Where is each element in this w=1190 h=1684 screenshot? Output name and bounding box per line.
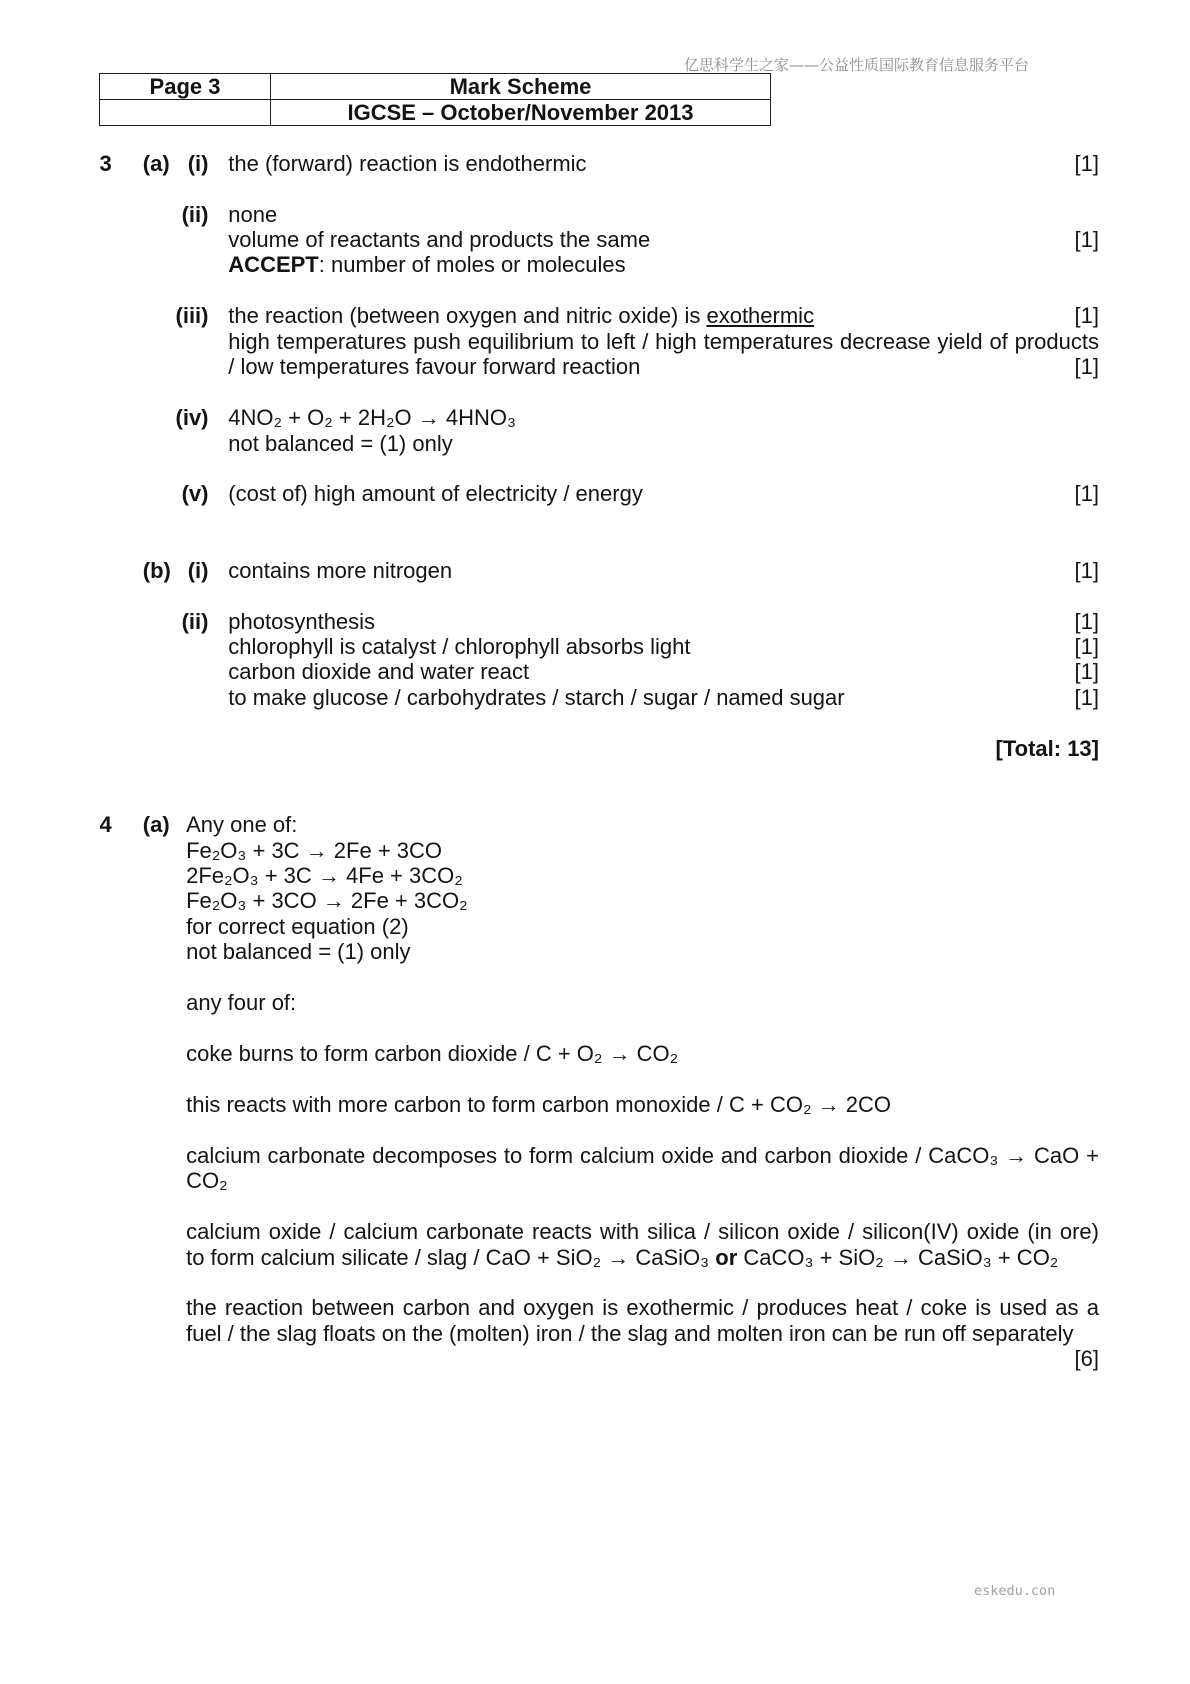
marking-note: not balanced = (1) only [186, 939, 411, 965]
mark-allocation: [1] [1074, 150, 1099, 176]
q3-total-row [100, 736, 1100, 761]
subpart-label: (v) [181, 481, 209, 507]
part-label: (a) [142, 812, 170, 838]
q4-point-row [100, 1143, 1100, 1168]
q4-point-row [100, 1321, 1100, 1346]
q3-a-i-row [100, 151, 1100, 176]
q3-a-ii-row [100, 202, 1100, 227]
blank-line [100, 1270, 1100, 1295]
q3-b-i-row [100, 558, 1100, 583]
mark-allocation: [1] [1074, 481, 1099, 507]
q3-a-iii-row [100, 303, 1100, 328]
page-number: Page 3 [100, 74, 271, 100]
answer-text: volume of reactants and products the same [228, 227, 651, 252]
marking-note: for correct equation (2) [186, 913, 409, 939]
q4-point-row [100, 1041, 1100, 1066]
mark-allocation: [1] [1074, 303, 1099, 329]
chemical-equation: Fe₂O₃ + 3CO → 2Fe + 3CO₂ [186, 888, 468, 914]
marking-point: this reacts with more carbon to form carbon monoxide / C + CO₂ → 2CO [186, 1091, 891, 1117]
marking-note: not balanced = (1) only [228, 430, 453, 456]
underlined-keyword: exothermic [706, 303, 815, 329]
part-label: (b) [142, 557, 171, 583]
blank-line [100, 583, 1100, 608]
blank-line [100, 380, 1100, 405]
question-total: [Total: 13] [995, 735, 1099, 761]
marking-point: calcium carbonate decomposes to form calcium oxide and carbon dioxide / CaCO₃ → CaO + [186, 1142, 1099, 1168]
q3-a-iii-line3-row [100, 354, 1100, 379]
q4-balance-row [100, 939, 1100, 964]
q3-b-ii-row [100, 659, 1100, 684]
blank-line [100, 1016, 1100, 1041]
watermark-bottom: eskedu.con [974, 1583, 1056, 1599]
q4-points-intro-row [100, 990, 1100, 1015]
marking-point: coke burns to form carbon dioxide / C + O₂ → CO₂ [186, 1041, 679, 1066]
answer-text: none [228, 201, 278, 227]
q4-equation-row [100, 838, 1100, 863]
blank-line [100, 456, 1100, 481]
mark-allocation: [1] [1074, 684, 1099, 710]
q3-b-ii-row [100, 634, 1100, 659]
answer-text [228, 303, 814, 328]
q4-mark-row [100, 1346, 1100, 1371]
part-label: (a) [142, 150, 170, 176]
q4-point-row [100, 1168, 1100, 1193]
blank-line [100, 965, 1100, 990]
answer-text: (cost of) high amount of electricity / energy [228, 481, 643, 507]
q3-a-iii-line2-row [100, 329, 1100, 354]
q4-equation-row [100, 863, 1100, 888]
accept-label: ACCEPT [228, 252, 319, 278]
q4-point-row [100, 1219, 1100, 1244]
mark-allocation: [1] [1074, 659, 1099, 685]
chemical-equation: Fe₂O₃ + 3C → 2Fe + 3CO [186, 837, 443, 863]
mark-allocation: [1] [1074, 354, 1099, 380]
subpart-label: (i) [187, 150, 209, 176]
accept-note [228, 252, 625, 277]
mark-allocation: [1] [1074, 634, 1099, 659]
q4-point-row [100, 1245, 1100, 1270]
blank-line [100, 176, 1100, 201]
header-row-1 [100, 74, 771, 100]
empty-cell [100, 100, 271, 126]
subpart-label: (ii) [181, 608, 209, 634]
q3-a-ii-accept-row [100, 252, 1100, 277]
answer-text: the (forward) reaction is endothermic [228, 150, 587, 176]
answer-text: / low temperatures favour forward reaction [228, 354, 641, 380]
q4-point-row [100, 1092, 1100, 1117]
answer-intro: any four of: [186, 990, 297, 1016]
q3-a-v-row [100, 481, 1100, 506]
blank-line [100, 532, 1100, 557]
q3-b-ii-row [100, 609, 1100, 634]
blank-line [100, 710, 1100, 735]
marking-point: calcium oxide / calcium carbonate reacts with silica / silicon oxide / silicon(IV) oxide (in ore) [186, 1219, 1099, 1245]
answer-text: photosynthesis [228, 608, 376, 634]
blank-line [100, 761, 1100, 786]
mark-allocation: [6] [1074, 1346, 1099, 1372]
q3-b-ii-row [100, 685, 1100, 710]
q3-a-iv-note-row [100, 431, 1100, 456]
equation-alternative-2: CaCO₃ + SiO₂ → CaSiO₃ + CO₂ [743, 1244, 1059, 1270]
exam-session: IGCSE – October/November 2013 [271, 100, 771, 126]
blank-line [100, 1194, 1100, 1219]
answer-text: chlorophyll is catalyst / chlorophyll absorbs light [228, 634, 691, 659]
q4-credit-row [100, 914, 1100, 939]
marking-point: fuel / the slag floats on the (molten) iron / the slag and molten iron can be run off separately [186, 1320, 1074, 1346]
header-table [99, 73, 771, 126]
blank-line [100, 787, 1100, 812]
subpart-label: (i) [187, 557, 209, 583]
mark-allocation: [1] [1074, 227, 1099, 252]
answer-text: contains more nitrogen [228, 557, 453, 583]
q3-a-ii-reason-row [100, 227, 1100, 252]
marking-point [186, 1245, 1058, 1270]
chemical-equation: 2Fe₂O₃ + 3C → 4Fe + 3CO₂ [186, 862, 463, 888]
question-number: 3 [99, 150, 112, 176]
equation-alternative-1: to form calcium silicate / slag / CaO + SiO₂ → CaSiO₃ [186, 1244, 710, 1270]
answer-intro: Any one of: [186, 812, 298, 838]
answer-text: high temperatures push equilibrium to left / high temperatures decrease yield of products [228, 328, 1099, 354]
marking-point: CO₂ [186, 1168, 228, 1194]
watermark-top: 亿思科学生之家——公益性质国际教育信息服务平台 [684, 56, 1030, 74]
mark-scheme-body [100, 151, 1100, 1372]
accept-text: : number of moles or molecules [318, 252, 626, 278]
mark-allocation: [1] [1074, 608, 1099, 634]
subpart-label: (iii) [175, 303, 209, 329]
document-title: Mark Scheme [271, 74, 771, 100]
q3-a-iv-row [100, 405, 1100, 430]
blank-line [100, 278, 1100, 303]
marking-point: the reaction between carbon and oxygen is exothermic / produces heat / coke is used as a [186, 1295, 1099, 1321]
blank-line [100, 1117, 1100, 1142]
q4-point-row [100, 1295, 1100, 1320]
mark-allocation: [1] [1074, 557, 1099, 583]
or-keyword: or [715, 1244, 738, 1270]
subpart-label: (iv) [175, 405, 209, 431]
blank-line [100, 507, 1100, 532]
subpart-label: (ii) [181, 201, 209, 227]
answer-text-start: the reaction (between oxygen and nitric oxide) is [228, 303, 701, 329]
answer-text: to make glucose / carbohydrates / starch / sugar / named sugar [228, 684, 845, 710]
chemical-equation: 4NO₂ + O₂ + 2H₂O → 4HNO₃ [228, 405, 516, 431]
blank-line [100, 1066, 1100, 1091]
q4-equation-row [100, 888, 1100, 913]
question-number: 4 [99, 812, 112, 838]
q4-a-row [100, 812, 1100, 837]
header-row-2 [100, 100, 771, 126]
answer-text: carbon dioxide and water react [228, 659, 530, 685]
